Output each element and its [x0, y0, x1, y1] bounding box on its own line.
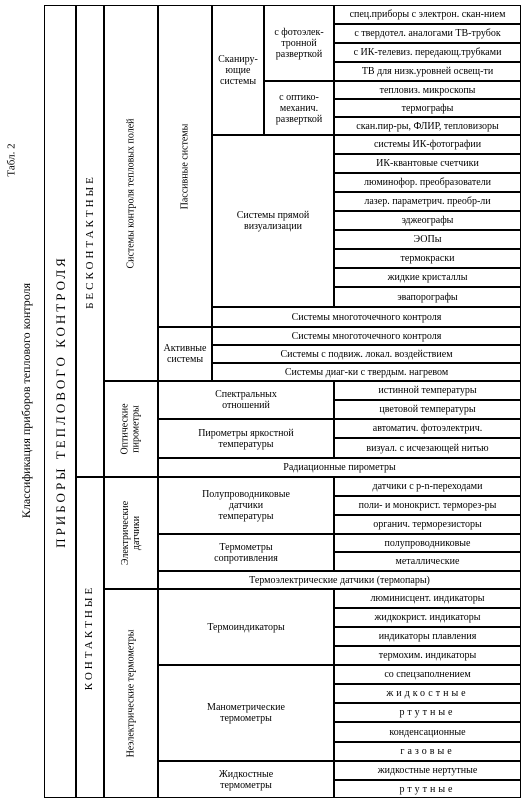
radiation-pyrometers-item: Радиационные пирометры: [158, 458, 521, 477]
leaf-item: люминисцент. индикаторы: [334, 589, 521, 608]
leaf-item: поли- и монокрист. терморез-ры: [334, 496, 521, 515]
photoelectronic-scan-label: с фотоэлек- тронной разверткой: [264, 5, 334, 81]
resistance-thermometers-label: Термометры сопротивления: [158, 534, 334, 571]
thermoindicators-label: Термоиндикаторы: [158, 589, 334, 665]
leaf-item: ТВ для низк.уровней освещ-ти: [334, 62, 521, 81]
manometric-thermometers-label: Манометрические термометры: [158, 665, 334, 761]
leaf-item: газовые: [334, 742, 521, 761]
table-caption: Классификация приборов теплового контроля: [19, 282, 34, 518]
leaf-item: полупроводниковые: [334, 534, 521, 552]
liquid-thermometers-label: Жидкостные термометры: [158, 761, 334, 798]
root-label: ПРИБОРЫ ТЕПЛОВОГО КОНТРОЛЯ: [52, 255, 68, 548]
brightness-pyrometers-label: Пирометры яркостной температуры: [158, 419, 334, 458]
leaf-item: визуал. с исчезающей нитью: [334, 438, 521, 458]
noncontact-label: БЕСКОНТАКТНЫЕ: [83, 173, 96, 309]
leaf-item: цветовой температуры: [334, 400, 521, 419]
leaf-item: эвапорографы: [334, 287, 521, 307]
leaf-item: термокраски: [334, 249, 521, 268]
passive-systems-label: Пассивные системы: [179, 123, 191, 209]
leaf-item: датчики с p-n-переходами: [334, 477, 521, 496]
passive-multipoint-item: Системы многоточечного контроля: [212, 307, 521, 327]
leaf-item: термографы: [334, 99, 521, 117]
nonelectric-label: Неэлектрические термометры: [125, 629, 137, 758]
leaf-item: с ИК-телевиз. передающ.трубками: [334, 43, 521, 62]
leaf-item: истинной температуры: [334, 381, 521, 400]
scanning-systems-label: Сканиру- ющие системы: [212, 5, 264, 135]
leaf-item: со спецзаполнением: [334, 665, 521, 684]
leaf-item: термохим. индикаторы: [334, 646, 521, 665]
leaf-item: ЭОПы: [334, 230, 521, 249]
direct-visualization-label: Системы прямой визуализации: [212, 135, 334, 307]
semiconductor-sensors-label: Полупроводниковые датчики температуры: [158, 477, 334, 534]
leaf-item: жидкие кристаллы: [334, 268, 521, 287]
thermal-fields-label: Системы контроля тепловых полей: [125, 117, 137, 269]
leaf-item: системы ИК-фотографии: [334, 135, 521, 154]
optomechanical-scan-label: с оптико- механич. разверткой: [264, 81, 334, 135]
leaf-item: люминофор. преобразователи: [334, 173, 521, 192]
leaf-item: ИК-квантовые счетчики: [334, 154, 521, 173]
leaf-item: лазер. параметрич. преобр-ли: [334, 192, 521, 211]
leaf-item: Системы диаг-ки с твердым. нагревом: [212, 363, 521, 381]
leaf-item: ртутные: [334, 780, 521, 798]
spectral-ratio-label: Спектральных отношений: [158, 381, 334, 419]
leaf-item: тепловиз. микроскопы: [334, 81, 521, 99]
leaf-item: Системы с подвиж. локал. воздействием: [212, 345, 521, 363]
leaf-item: скан.пир-ры, ФЛИР, тепловизоры: [334, 117, 521, 135]
leaf-item: автоматич. фотоэлектрич.: [334, 419, 521, 438]
table-number-label: Табл. 2: [6, 143, 19, 177]
leaf-item: конденсационные: [334, 722, 521, 742]
leaf-item: ртутные: [334, 703, 521, 722]
thermoelectric-sensors-item: Термоэлектрические датчики (термопары): [158, 571, 521, 589]
leaf-item: Системы многоточечного контроля: [212, 327, 521, 345]
electric-sensors-label: Электрические датчики: [120, 500, 142, 566]
leaf-item: с твердотел. аналогами ТВ-трубок: [334, 24, 521, 43]
leaf-item: индикаторы плавления: [334, 627, 521, 646]
leaf-item: жидкостные: [334, 684, 521, 703]
contact-label: КОНТАКТНЫЕ: [83, 584, 96, 691]
leaf-item: жидкостные нертутные: [334, 761, 521, 780]
leaf-item: металлические: [334, 552, 521, 571]
active-systems-label: Активные системы: [158, 327, 212, 381]
leaf-item: спец.приборы с электрон. скан-нием: [334, 5, 521, 24]
leaf-item: эджеографы: [334, 211, 521, 230]
leaf-item: жидкокрист. индикаторы: [334, 608, 521, 627]
optical-pyrometers-label: Оптические пирометры: [119, 403, 142, 455]
leaf-item: органич. терморезисторы: [334, 515, 521, 534]
